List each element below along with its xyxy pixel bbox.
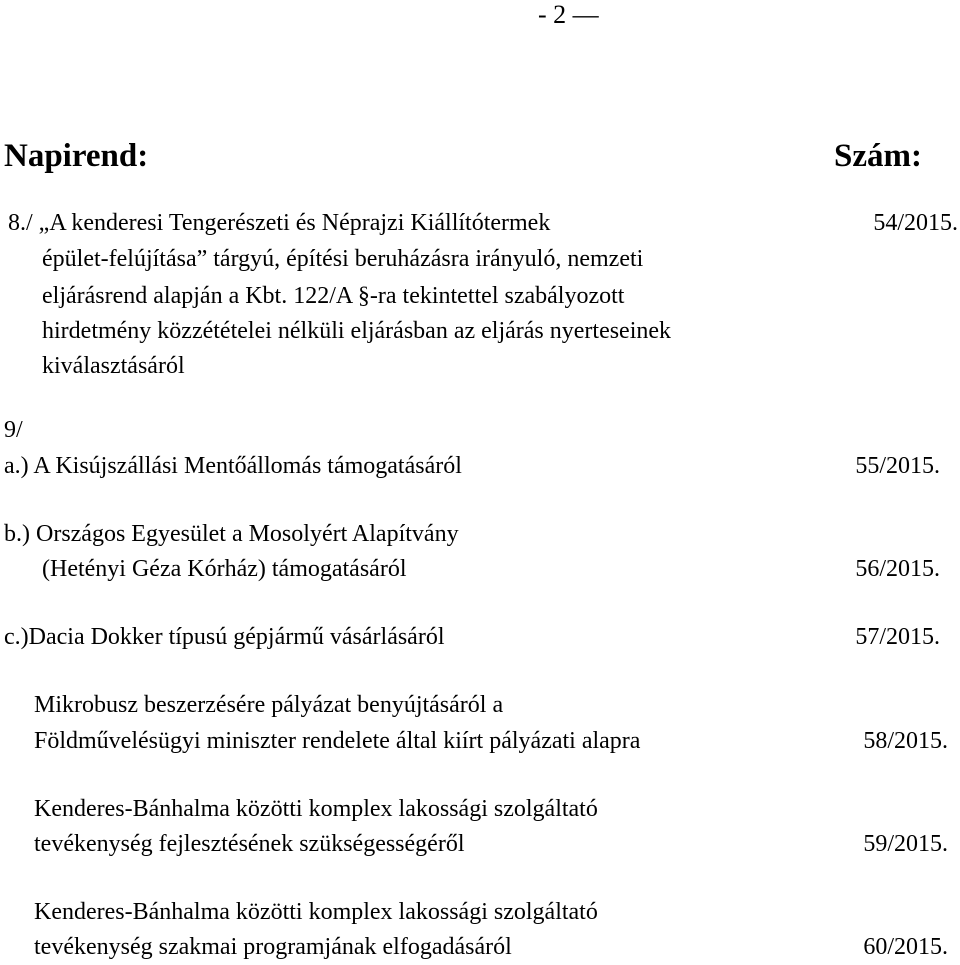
agenda-heading: Napirend: <box>4 138 149 174</box>
item-9b-line-2: (Hetényi Géza Kórház) támogatásáról <box>42 556 407 582</box>
item-9e-number: 59/2015. <box>863 831 948 857</box>
number-heading: Szám: <box>834 138 922 174</box>
item-8-line-5: kiválasztásáról <box>42 353 185 379</box>
item-9b-number: 56/2015. <box>855 556 940 582</box>
item-9a-text: a.) A Kisújszállási Mentőállomás támogatásáról <box>4 453 462 479</box>
item-8-line-1: 8./ „A kenderesi Tengerészeti és Néprajzi Kiállítótermek <box>8 210 551 236</box>
item-9-label: 9/ <box>4 417 23 443</box>
item-9d-line-1: Mikrobusz beszerzésére pályázat benyújtásáról a <box>34 692 504 718</box>
item-9f-line-2: tevékenység szakmai programjának elfogadásáról <box>34 934 512 960</box>
item-9b-line-1: b.) Országos Egyesület a Mosolyért Alapítvány <box>4 521 459 547</box>
item-9a-number: 55/2015. <box>855 453 940 479</box>
item-8-line-2: épület-felújítása” tárgyú, építési beruházásra irányuló, nemzeti <box>42 246 644 272</box>
item-9d-line-2: Földművelésügyi miniszter rendelete által kiírt pályázati alapra <box>34 728 641 754</box>
item-9c-number: 57/2015. <box>855 624 940 650</box>
item-9f-number: 60/2015. <box>863 934 948 960</box>
item-9e-line-1: Kenderes-Bánhalma közötti komplex lakossági szolgáltató <box>34 796 598 822</box>
item-9f-line-1: Kenderes-Bánhalma közötti komplex lakossági szolgáltató <box>34 899 598 925</box>
page-number: - 2 — <box>538 0 599 29</box>
item-9e-line-2: tevékenység fejlesztésének szükségességéről <box>34 831 465 857</box>
item-8-number: 54/2015. <box>873 210 958 236</box>
item-9c-text: c.)Dacia Dokker típusú gépjármű vásárlásáról <box>4 624 445 650</box>
item-8-line-4: hirdetmény közzétételei nélküli eljárásban az eljárás nyerteseinek <box>42 318 672 344</box>
item-8-line-3: eljárásrend alapján a Kbt. 122/A §-ra tekintettel szabályozott <box>42 283 625 309</box>
item-9d-number: 58/2015. <box>863 728 948 754</box>
